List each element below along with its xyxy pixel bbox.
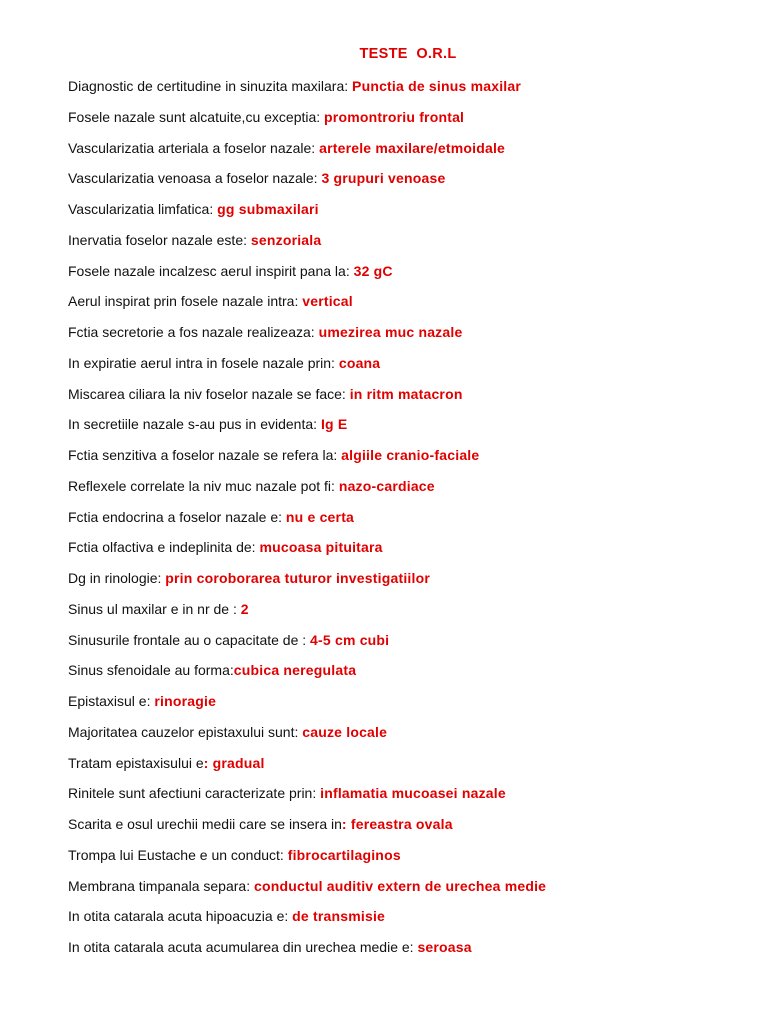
question-row — [68, 937, 546, 968]
question-text: Rinitele sunt afectiuni caracterizate prin: — [68, 785, 321, 802]
question-row — [68, 261, 546, 292]
question-text: Fctia olfactiva e indeplinita de: — [68, 539, 260, 556]
answer-text: coana — [338, 354, 381, 371]
question-text: Fosele nazale incalzesc aerul inspirit pana la: — [68, 262, 354, 279]
question-row — [68, 353, 546, 384]
question-text: Sinusurile frontale au o capacitate de : — [68, 631, 311, 648]
question-text: Dg in rinologie: — [68, 570, 166, 586]
answer-text: inflamatia mucoasei nazale — [320, 785, 506, 802]
question-row — [68, 414, 546, 445]
question-row — [68, 230, 546, 261]
answer-text: algiile cranio-faciale — [341, 447, 480, 463]
answer-text: Ig E — [320, 416, 348, 433]
answer-text: 32 gC — [353, 262, 393, 279]
answer-text: 3 grupuri venoase — [321, 170, 446, 187]
answer-text: 2 — [240, 600, 249, 617]
question-row — [68, 906, 546, 937]
question-text: Vascularizatia limfatica: — [68, 201, 218, 217]
answer-text: : gradual — [203, 754, 265, 771]
question-text: Fctia senzitiva a foselor nazale se refera la: — [68, 447, 342, 463]
question-text: In otita catarala acuta acumularea din urechea medie e: — [68, 939, 418, 955]
answer-text: de transmisie — [292, 908, 386, 925]
question-row — [68, 384, 546, 415]
question-text: Inervatia foselor nazale este: — [68, 231, 251, 248]
question-row — [68, 291, 546, 322]
question-row — [68, 814, 546, 845]
answer-text: in ritm matacron — [349, 385, 463, 402]
question-row — [68, 537, 546, 568]
question-row — [68, 876, 546, 907]
question-row — [68, 568, 546, 599]
question-row — [68, 476, 546, 507]
question-text: In otita catarala acuta hipoacuzia e: — [68, 908, 293, 925]
question-text: Trompa lui Eustache e un conduct: — [68, 846, 288, 863]
answer-text: Punctia de sinus maxilar — [352, 78, 522, 94]
question-row — [68, 783, 546, 814]
answer-text: prin coroborarea tuturor investigatiilor — [165, 570, 430, 586]
question-text: Fctia endocrina a foselor nazale e: — [68, 508, 286, 525]
question-text: Vascularizatia arteriala a foselor nazale: — [68, 139, 320, 156]
answer-text: nu e certa — [285, 508, 355, 525]
answer-text: cubica neregulata — [233, 662, 357, 679]
question-row — [68, 107, 546, 138]
question-text: In expiratie aerul intra in fosele nazale prin: — [68, 354, 339, 371]
answer-text: fibrocartilaginos — [287, 846, 401, 863]
question-text: Tratam epistaxisului e — [68, 754, 204, 771]
page-title: TESTE O.R.L — [359, 46, 457, 62]
question-row — [68, 507, 546, 538]
answer-text: promontroriu frontal — [324, 108, 465, 125]
answer-text: nazo-cardiace — [338, 477, 435, 494]
question-text: Scarita e osul urechii medii care se insera in — [68, 816, 342, 832]
question-row — [68, 445, 546, 476]
question-text: Vascularizatia venoasa a foselor nazale: — [68, 170, 322, 187]
question-row — [68, 199, 546, 230]
question-text: Sinus sfenoidale au forma: — [68, 662, 234, 679]
answer-text: cauze locale — [302, 723, 388, 740]
answer-text: conductul auditiv extern de urechea medie — [254, 877, 547, 894]
question-text: Majoritatea cauzelor epistaxului sunt: — [68, 723, 303, 740]
answer-text: senzoriala — [250, 231, 322, 248]
answer-text: seroasa — [417, 939, 472, 955]
question-text: Diagnostic de certitudine in sinuzita maxilara: — [68, 78, 353, 94]
question-row — [68, 599, 546, 630]
question-text: Reflexele correlate la niv muc nazale pot fi: — [68, 477, 339, 494]
question-text: Epistaxisul e: — [68, 693, 155, 709]
question-text: Sinus ul maxilar e in nr de : — [68, 600, 241, 617]
answer-text: umezirea muc nazale — [318, 324, 463, 340]
question-row — [68, 76, 546, 107]
answer-text: gg submaxilari — [217, 201, 319, 217]
question-list — [68, 76, 546, 968]
question-text: Fctia secretorie a fos nazale realizeaza: — [68, 324, 319, 340]
question-row — [68, 691, 546, 722]
question-row — [68, 753, 546, 784]
question-row — [68, 322, 546, 353]
question-text: In secretiile nazale s-au pus in evidenta: — [68, 416, 321, 433]
answer-text: vertical — [302, 293, 353, 310]
question-row — [68, 138, 546, 169]
answer-text: mucoasa pituitara — [259, 539, 383, 556]
answer-text: rinoragie — [154, 693, 217, 709]
answer-text: arterele maxilare/etmoidale — [319, 139, 506, 156]
question-row — [68, 845, 546, 876]
answer-text: 4-5 cm cubi — [310, 631, 390, 648]
answer-text: : fereastra ovala — [341, 816, 453, 832]
question-row — [68, 722, 546, 753]
question-row — [68, 168, 546, 199]
question-text: Membrana timpanala separa: — [68, 877, 254, 894]
question-text: Fosele nazale sunt alcatuite,cu exceptia: — [68, 108, 325, 125]
question-text: Aerul inspirat prin fosele nazale intra: — [68, 293, 303, 310]
question-row — [68, 630, 546, 661]
question-text: Miscarea ciliara la niv foselor nazale se face: — [68, 385, 350, 402]
question-row — [68, 660, 546, 691]
